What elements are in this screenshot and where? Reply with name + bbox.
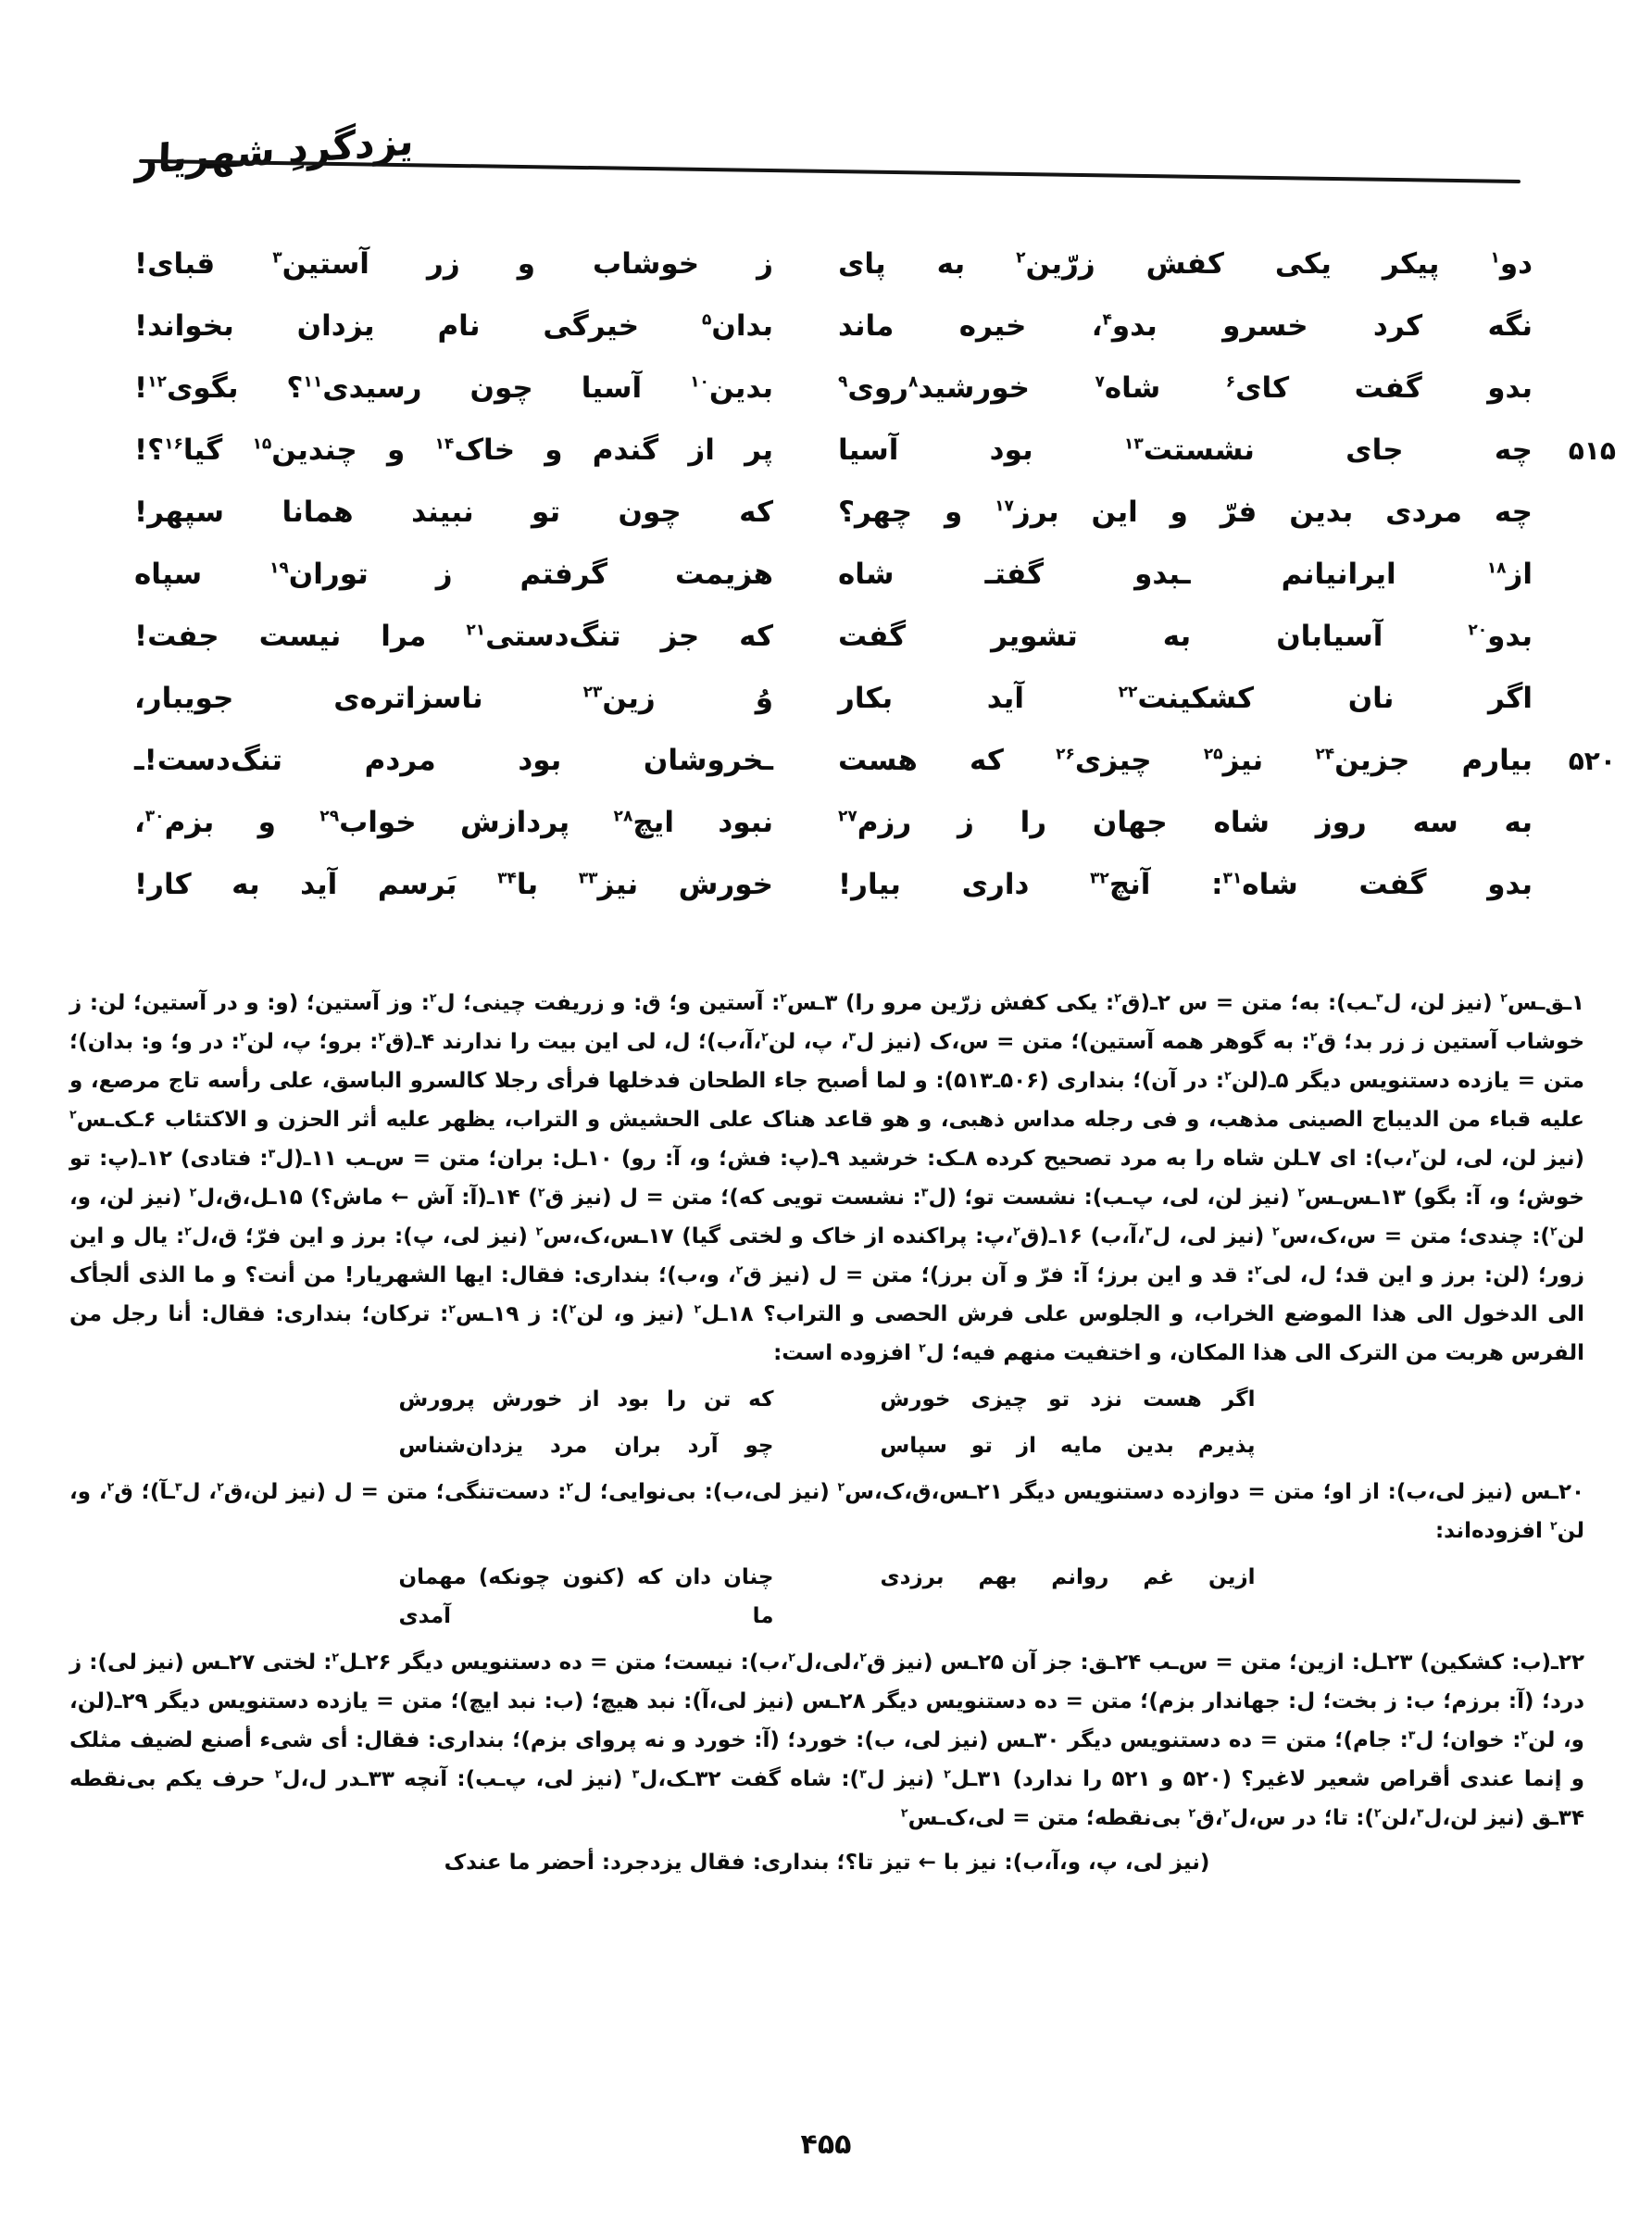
footnote-marker: ۲ xyxy=(1412,1146,1420,1161)
footnote-marker: ۲ xyxy=(788,1650,795,1664)
verse-row xyxy=(134,854,1616,916)
hemistich-right: چه مردی بدین فرّ و این برز$^{۱۷}$ و چهر؟ xyxy=(838,496,1533,530)
footnote-marker: ۲ xyxy=(448,1301,457,1316)
footnote-marker: ۲۸ xyxy=(613,807,633,826)
footnote-marker: ۳۱ xyxy=(1222,869,1243,888)
footnote-marker: ۲ xyxy=(1309,1029,1318,1044)
footnote-marker: ۱۷ xyxy=(995,496,1014,516)
footnote-marker: ۳ xyxy=(1375,990,1383,1005)
hemistich-right: نگه کرد خسرو بدو$^۴$، خیره ماند xyxy=(838,309,1533,344)
hemistich-right: چه جای نشستت$^{۱۳}$ بود آسیا xyxy=(838,433,1533,468)
footnote-marker: ۳ xyxy=(1408,1727,1416,1742)
verse-row xyxy=(134,606,1616,668)
footnote-marker: ۲ xyxy=(1016,248,1026,268)
footnote-marker: ۲ xyxy=(900,1805,908,1820)
verse-row xyxy=(134,482,1616,544)
hemistich-left: که چون تو نبیند همانا سپهر! xyxy=(134,496,773,530)
footnote-marker: ۵ xyxy=(701,310,712,330)
footnote-marker: ۲ xyxy=(944,1766,951,1781)
footnote-marker: ۲ xyxy=(780,990,788,1005)
poem xyxy=(134,233,1616,916)
footnote-marker: ۳ xyxy=(268,1146,276,1161)
header-rule xyxy=(139,159,1521,183)
footnote-couplet-row xyxy=(69,1558,1584,1636)
footnote-marker: ۴ xyxy=(1102,310,1112,330)
footnote-paragraph: ۱ـق‌ـس$^۲$ (نیز لن، ل$^۳$ـب): به؛ متن = س ۲ـ(ق$^۲$: یکی کفش زرّین مرو را) ۳ـس$^۲$: آستین و؛ ق: و زریفت چینی؛ ل$^۲$: وز آستین؛ (و: و در آستین؛ لن: ز خوشاب آستین ز زر بد؛ ق$^۲$: به گوهر همه آستین)؛ متن = س،ک (نیز ل$^۳$، پ، لن$^۲$،آ،ب)؛ ل، لی این بیت را ندارند ۴ـ(ق$^۲$: برو؛ پ، لن$^۲$: در و؛ و: بدان)؛ متن = یازده دستنویس دیگر ۵ـ(لن$^۲$: در آن)؛ بنداری (۵۰۶ـ۵۱۳): و لما أصبح جاء الطحان فدخلها فرأی رجلا کالسرو الباسق، علی رأسه تاج مرصع، و علیه قباء من الدیباج الصینی مذهب، و فی رجله مداس ذهبی، و هو قاعد هناک علی الحشیش و التراب، یظهر علیه أثر الحزن و الاکتئاب ۶ـک‌ـس$^۲$ (نیز لن، لی، لن$^۲$،ب): ای ۷ـلن شاه را به مرد تصحیح کرده ۸ـک: خرشید ۹ـ(پ: فش؛ و، آ: رو) ۱۰ـل: بران؛ متن = س‌ـب ۱۱ـ(ل$^۳$: فتادی) ۱۲ـ(پ: تو خوش؛ و، آ: بگو) ۱۳ـس‌ـس$^۲$ (نیز لن، لی، پ‌ـب): نشست تو؛ (ل$^۳$: نشست تویی که)؛ متن = ل (نیز ق$^۲$) ۱۴ـ(آ: آش ← ماش؟) ۱۵ـل،ق،ل$^۲$ (نیز لن، و، لن$^۲$): چندی؛ متن = س،ک،س$^۲$ (نیز لی، ل$^۳$،آ،ب) ۱۶ـ(ق$^۲$،پ: پراکنده از خاک و لختی گیا) ۱۷ـس،ک،س$^۲$ (نیز لی، پ): برز و این فرّ؛ ق،ل$^۲$: یال و این زور؛ (لن: برز و این قد؛ ل، لی$^۲$: قد و این برز؛ آ: فرّ و آن برز)؛ متن = ل (نیز ق$^۲$، و،ب)؛ بنداری: فقال: ایها الشهریار! من أنت؟ و ما الذی ألجأک الی الدخول الی هذا الموضع الخراب، و الجلوس علی فرش الحصی و التراب؟ ۱۸ـل$^۲$ (نیز و، لن$^۲$): ز ۱۹ـس$^۲$: ترکان؛ بنداری: فقال: أنا رجل من الفرس هربت من الترک الی هذا المکان، و اختفیت منهم فیه؛ ل$^۲$ افزوده است: xyxy=(69,990,1585,1365)
footnote-marker: ۲ xyxy=(1373,1805,1382,1820)
couplet-right: پذیرم بدین مایه از تو سپاس xyxy=(880,1434,1256,1458)
hemistich-right: بیارم جزین$^{۲۴}$ نیز$^{۲۵}$ چیزی$^{۲۶}$ که هست xyxy=(838,744,1533,778)
footnote-marker: ۲ xyxy=(1224,1068,1232,1083)
hemistich-right: بدو گفت شاه$^{۳۱}$: آنچ$^{۳۲}$ داری بیار! xyxy=(838,868,1533,902)
hemistich-left: وُ زین$^{۲۳}$ ناسزاتره‌ی جویبار، xyxy=(134,682,773,716)
footnote-marker: ۲ xyxy=(239,1029,247,1044)
hemistich-right: بدو$^{۲۰}$ آسیابان به تشویر گفت xyxy=(838,620,1533,654)
footnote-marker: ۲ xyxy=(429,990,437,1005)
couplet-left: چو آرد بران مرد یزدان‌شناس xyxy=(398,1434,774,1458)
footnote-marker: ۲ xyxy=(1297,1185,1306,1199)
footnote-marker: ۲ xyxy=(378,1029,386,1044)
hemistich-left: ز خوشاب و زر آستین$^۳$ قبای! xyxy=(134,247,773,282)
verse-row xyxy=(134,668,1616,730)
verse-row xyxy=(134,358,1616,420)
footnote-marker: ۲ xyxy=(535,1224,544,1238)
footnote-marker: ۱۹ xyxy=(269,558,289,578)
footnote-marker: ۳۰ xyxy=(144,807,165,826)
verse-row xyxy=(134,792,1616,854)
hemistich-right: بدو گفت کای$^۶$ شاه$^۷$ خورشید$^۸$روی$^۹$ xyxy=(838,371,1533,406)
hemistich-right: دو$^۱$ پیکر یکی کفش زرّین$^۲$ به پای xyxy=(838,247,1533,282)
footnote-marker: ۲ xyxy=(1013,1224,1020,1238)
footnote-marker: ۹ xyxy=(838,372,848,392)
footnote-marker: ۲۵ xyxy=(1203,745,1223,764)
page-number: ۴۵۵ xyxy=(800,2128,852,2161)
footnote-marker: ۲ xyxy=(859,1650,868,1664)
couplet-right: ازین غم روانم بهم برزدی xyxy=(880,1565,1256,1589)
verse-number: ۵۱۵ xyxy=(1568,435,1616,466)
footnote-marker: ۲ xyxy=(761,1029,769,1044)
couplet-left: که تن را بود از خورش پرورش xyxy=(398,1387,774,1412)
footnote-marker: ۲ xyxy=(1271,1224,1280,1238)
footnote-marker: ۲ xyxy=(1114,990,1121,1005)
footnote-marker: ۲ xyxy=(332,1650,340,1664)
footnote-marker: ۲ xyxy=(1521,1727,1529,1742)
footnote-marker: ۷ xyxy=(1095,372,1105,392)
hemistich-left: خورش نیز$^{۳۳}$ با$^{۳۴}$ بَرسم آید به کار! xyxy=(134,868,774,902)
verse-row xyxy=(134,295,1616,358)
footnote-marker: ۲ xyxy=(184,1224,192,1238)
footnote-marker: ۳ xyxy=(174,1479,182,1494)
footnote-final-line: (نیز لی، پ، و،آ،ب): نیز با ← تیز تا؟؛ بنداری: فقال یزدجرد: أحضر ما عندک xyxy=(444,1851,1210,1875)
footnote-couplet-row xyxy=(69,1380,1584,1419)
hemistich-left: ـخروشان بود مردم تنگ‌دست!ـ xyxy=(134,744,773,778)
footnote-marker: ۳۴ xyxy=(497,869,517,888)
footnote-marker: ۲ xyxy=(1188,1805,1196,1820)
hemistich-right: اگر نان کشکینت$^{۲۲}$ آید بکار xyxy=(838,682,1533,716)
footnote-marker: ۳۲ xyxy=(1090,869,1109,888)
footnote-marker: ۲ xyxy=(1549,1224,1558,1238)
footnote-marker: ۲ xyxy=(537,1185,545,1199)
footnote-marker: ۲ xyxy=(569,1301,577,1316)
hemistich-left: پر از گندم و خاک$^{۱۴}$ و چندین$^{۱۵}$ گیا$^{۱۶}$؟! xyxy=(134,433,774,468)
footnote-marker: ۲ xyxy=(217,1479,224,1494)
footnote-couplet-row xyxy=(69,1426,1584,1465)
hemistich-left: بدین$^{۱۰}$ آسیا چون رسیدی$^{۱۱}$؟ بگوی$^{۱۲}$! xyxy=(134,371,773,406)
footnote-marker: ۳ xyxy=(859,1766,867,1781)
footnote-marker: ۶ xyxy=(1225,372,1236,392)
verse-number: ۵۲۰ xyxy=(1568,746,1616,776)
footnote-marker: ۲ xyxy=(837,1479,845,1494)
footnote-marker: ۲۳ xyxy=(582,683,603,702)
footnote-marker: ۲ xyxy=(919,1340,926,1355)
footnote-marker: ۳ xyxy=(1416,1805,1424,1820)
footnote-marker: ۲۶ xyxy=(1056,745,1075,764)
footnote-marker: ۲۹ xyxy=(319,807,340,826)
footnote-marker: ۱۱ xyxy=(303,372,323,392)
footnote-marker: ۱۸ xyxy=(1486,558,1507,578)
hemistich-right: به سه روز شاه جهان را ز رزم$^{۲۷}$ xyxy=(838,806,1533,840)
footnote-marker: ۱۵ xyxy=(252,434,272,454)
hemistich-left: که جز تنگ‌دستی$^{۲۱}$ مرا نیست جفت! xyxy=(134,620,773,654)
footnote-marker: ۲ xyxy=(189,1185,197,1199)
footnote-marker: ۲ xyxy=(1549,1518,1558,1533)
footnote-marker: ۱ xyxy=(1490,248,1500,268)
footnote-marker: ۲ xyxy=(735,1262,744,1277)
footnote-marker: ۳ xyxy=(920,1185,929,1199)
hemistich-left: بدان$^۵$ خیرگی نام یزدان بخواند! xyxy=(134,309,773,344)
footnote-marker: ۲ xyxy=(1254,1262,1262,1277)
footnote-marker: ۲۴ xyxy=(1315,745,1335,764)
hemistich-left: نبود ایچ$^{۲۸}$ پردازش خواب$^{۲۹}$ و بزم$^{۳۰}$، xyxy=(134,806,773,840)
footnote-marker: ۲ xyxy=(106,1479,115,1494)
footnote-marker: ۲ xyxy=(1222,1805,1231,1820)
verse-row xyxy=(134,544,1616,606)
footnote-marker: ۲ xyxy=(274,1766,282,1781)
footnote-marker: ۳۳ xyxy=(578,869,598,888)
footnote-marker: ۲۰ xyxy=(1468,621,1488,640)
footnote-marker: ۸ xyxy=(907,372,919,392)
footnote-marker: ۳ xyxy=(272,248,282,268)
footnote-marker: ۲۷ xyxy=(838,807,857,826)
footnote-marker: ۱۰ xyxy=(690,372,709,392)
verse-row xyxy=(134,420,1616,482)
hemistich-right: از$^{۱۸}$ ایرانیانم ـبدو گفتـ شاه xyxy=(838,558,1533,592)
page-header-title: یزدگردِ شهریار xyxy=(134,118,415,183)
hemistich-left: هزیمت گرفتم ز توران$^{۱۹}$ سپاه xyxy=(134,558,773,592)
verse-row xyxy=(134,730,1616,792)
couplet-right: اگر هست نزد تو چیزی خورش xyxy=(880,1387,1256,1412)
verse-row xyxy=(134,233,1616,295)
footnote-marker: ۲ xyxy=(69,1107,77,1122)
footnote-marker: ۲ xyxy=(694,1301,702,1316)
footnote-marker: ۱۴ xyxy=(434,434,455,454)
footnote-marker: ۱۶ xyxy=(164,434,183,454)
footnote-marker: ۲۱ xyxy=(466,621,486,640)
footnote-paragraph: ۲۰ـس (نیز لی،ب): از او؛ متن = دوازده دستنویس دیگر ۲۱ـس،ق،ک،س$^۲$ (نیز لی،ب): بی‌نوایی؛ ل$^۲$: دست‌تنگی؛ متن = ل (نیز لن،ق$^۲$، ل$^۳$ـآ)؛ ق$^۲$، و، لن$^۲$ افزوده‌اند: xyxy=(69,1479,1585,1543)
couplet-left: چنان دان که (کنون چونکه) مهمان ما آمدی xyxy=(398,1565,774,1628)
footnotes xyxy=(69,984,1584,1882)
footnote-marker: ۲۲ xyxy=(1118,683,1138,702)
footnote-marker: ۲ xyxy=(1500,990,1508,1005)
footnote-marker: ۱۲ xyxy=(147,372,167,392)
footnote-marker: ۳ xyxy=(632,1766,640,1781)
footnote-marker: ۲ xyxy=(566,1479,574,1494)
footnote-marker: ۱۳ xyxy=(1123,434,1144,454)
footnote-marker: ۳ xyxy=(1145,1224,1153,1238)
footnote-marker: ۳ xyxy=(848,1029,857,1044)
footnote-paragraph: ۲۲ـ(ب: کشکین) ۲۳ـل: ازین؛ متن = س‌ـب ۲۴ـق: جز آن ۲۵ـس (نیز ق$^۲$،لی،ل$^۲$،ب): نیست؛ متن = ده دستنویس دیگر ۲۶ـل$^۲$: لختی ۲۷ـس (نیز لی): ز درد؛ (آ: برزم؛ ب: ز بخت؛ ل: جهاندار بزم)؛ متن = ده دستنویس دیگر ۲۸ـس (نیز لی،آ): نبد هیچ؛ (ب: نبد ایچ)؛ متن = یازده دستنویس دیگر ۲۹ـ(لن، و، لن$^۲$: خوان؛ ل$^۳$: جام)؛ متن = ده دستنویس دیگر ۳۰ـس (نیز لی، ب): خورد؛ (آ: خورد و نه پروای بزم)؛ بنداری: فقال: أی شیء أصنع لضیف مثلک و إنما عندی أقراص شعیر لاغیر؟ (۵۲۰ و ۵۲۱ را ندارد) ۳۱ـل$^۲$ (نیز ل$^۳$): شاه گفت ۳۲ـک،ل$^۳$ (نیز لی، پ‌ـب): آنچه ۳۳ـدر ل،ل$^۲$ حرف یکم بی‌نقطه ۳۴ـق (نیز لن،ل$^۳$،لن$^۲$): تا؛ در س،ل$^۲$،ق$^۲$ بی‌نقطه؛ متن = لی،ک‌ـس$^۲$ xyxy=(69,1650,1585,1830)
